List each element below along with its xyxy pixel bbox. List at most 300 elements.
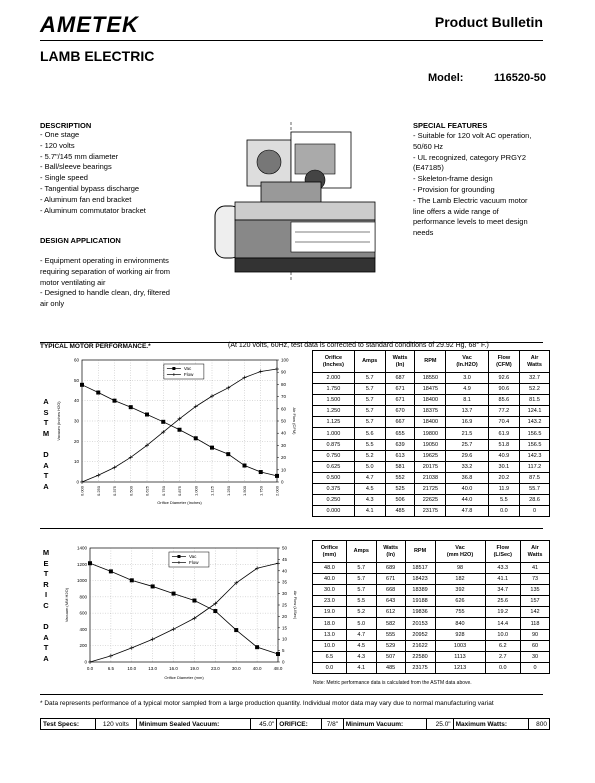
table-cell: 6.5 (313, 651, 347, 662)
table-cell: 14.4 (485, 618, 520, 629)
y2-tick-label: 80 (281, 381, 287, 387)
table-cell: 60 (521, 640, 550, 651)
legend-vac-label: Vac (188, 554, 197, 559)
table-cell: 529 (376, 640, 405, 651)
table-cell: 18423 (405, 574, 435, 585)
orifice-label: ORIFICE: (277, 719, 322, 730)
table-cell: 77.2 (488, 406, 519, 417)
x-tick-label: 0.625 (144, 486, 150, 497)
table-cell: 30 (521, 651, 550, 662)
table-row (313, 585, 550, 596)
description-item: - Aluminum fan end bracket (40, 194, 132, 204)
table-cell: 5.5 (354, 439, 385, 450)
table-cell: 2.000 (313, 373, 355, 384)
table-cell: 4.7 (354, 472, 385, 483)
y2-axis-label: Air Flow (CFM) (292, 407, 297, 435)
table-cell: 655 (385, 428, 415, 439)
table-cell: 157 (521, 596, 550, 607)
description-item: - 5.7"/145 mm diameter (40, 151, 119, 161)
table-header-row (313, 351, 550, 373)
description-item: - Aluminum commutator bracket (40, 205, 146, 215)
table-cell: 1.750 (313, 384, 355, 395)
table-cell: 44.0 (446, 495, 488, 506)
table-cell: 626 (435, 596, 485, 607)
table-cell: 20175 (415, 461, 446, 472)
vac-point (130, 578, 134, 582)
table-cell: 92.6 (488, 373, 519, 384)
table-cell: 142 (521, 607, 550, 618)
table-cell: 4.3 (354, 495, 385, 506)
y2-tick-label: 5 (282, 648, 285, 654)
vac-point (275, 474, 279, 478)
description-item: - Ball/sleeve bearings (40, 162, 112, 172)
table-cell: 22580 (405, 651, 435, 662)
table-cell: 18389 (405, 585, 435, 596)
y2-tick-label: 0 (281, 479, 284, 485)
table-cell: 670 (385, 406, 415, 417)
y2-tick-label: 35 (282, 579, 288, 585)
table-row (313, 563, 550, 574)
table-cell: 0.000 (313, 506, 355, 517)
table-cell: 0.0 (485, 662, 520, 673)
table-cell: 124.1 (520, 406, 550, 417)
y-tick-label: 600 (79, 610, 87, 616)
sealed-vacuum-value: 45.0" (250, 719, 277, 730)
table-cell: 98 (435, 563, 485, 574)
table-row (313, 461, 550, 472)
table-cell: 19.0 (313, 607, 347, 618)
x-tick-label: 0.500 (128, 486, 134, 497)
table-cell: 25.7 (446, 439, 488, 450)
y2-tick-label: 20 (282, 613, 288, 619)
section-rule (40, 528, 543, 529)
table-cell: 1.000 (313, 428, 355, 439)
table-cell: 21038 (415, 472, 446, 483)
table-cell: 32.7 (520, 373, 550, 384)
table-cell: 40.9 (488, 450, 519, 461)
y2-tick-label: 50 (282, 545, 288, 551)
table-cell: 61.9 (488, 428, 519, 439)
table-cell: 21622 (405, 640, 435, 651)
table-row (313, 596, 550, 607)
table-cell: 0.250 (313, 495, 355, 506)
y2-tick-label: 100 (281, 357, 289, 363)
vac-point (172, 592, 176, 596)
legend-vac-marker (177, 555, 180, 558)
model-label: Model: (428, 72, 464, 84)
table-cell: 28.6 (520, 495, 550, 506)
x-tick-label: 13.0 (148, 666, 158, 671)
y-tick-label: 40 (73, 398, 79, 404)
table-cell: 2.7 (485, 651, 520, 662)
table-cell: 18375 (415, 406, 446, 417)
table-cell: 52.2 (520, 384, 550, 395)
table-cell: 0.875 (313, 439, 355, 450)
table-cell: 1.500 (313, 395, 355, 406)
column-header: Air Watts (521, 541, 550, 563)
table-cell: 18400 (415, 395, 446, 406)
vac-point (276, 652, 280, 656)
y-tick-label: 1000 (76, 578, 87, 584)
table-cell: 667 (385, 417, 415, 428)
table-cell: 11.9 (488, 483, 519, 494)
x-tick-label: 48.0 (273, 666, 283, 671)
table-cell: 552 (385, 472, 415, 483)
table-cell: 16.9 (446, 417, 488, 428)
vac-point (192, 599, 196, 603)
description-heading: DESCRIPTION (40, 121, 92, 130)
y2-tick-label: 0 (282, 659, 285, 665)
table-cell: 40.0 (313, 574, 347, 585)
y-tick-label: 10 (73, 459, 79, 465)
x-tick-label: 0.000 (79, 486, 85, 497)
vac-point (178, 428, 182, 432)
table-cell: 506 (385, 495, 415, 506)
x-tick-label: 16.0 (169, 666, 178, 671)
column-header: Air Watts (520, 351, 550, 373)
table-row (313, 629, 550, 640)
table-cell: 0 (521, 662, 550, 673)
feature-line: (E47185) (413, 163, 444, 173)
table-cell: 0.0 (488, 506, 519, 517)
table-cell: 19836 (405, 607, 435, 618)
feature-line: needs (413, 228, 434, 238)
performance-heading: TYPICAL MOTOR PERFORMANCE.* (40, 343, 151, 350)
table-cell: 5.6 (354, 428, 385, 439)
x-tick-label: 23.0 (210, 666, 220, 671)
table-cell: 23175 (415, 506, 446, 517)
table-cell: 182 (435, 574, 485, 585)
table-cell: 612 (376, 607, 405, 618)
table-cell: 0.375 (313, 483, 355, 494)
table-cell: 8.1 (446, 395, 488, 406)
table-cell: 0.0 (313, 662, 347, 673)
metric-data-table (312, 540, 550, 674)
table-cell: 117.2 (520, 461, 550, 472)
test-specs-table (40, 718, 550, 730)
y2-tick-label: 40 (281, 430, 287, 436)
y2-tick-label: 25 (282, 602, 288, 608)
x-tick-label: 40.0 (252, 666, 262, 671)
column-header: Watts (In) (376, 541, 405, 563)
table-cell: 55.7 (520, 483, 550, 494)
table-header-row (313, 541, 550, 563)
legend-flow-label: Flow (183, 372, 194, 377)
x-tick-label: 1.500 (242, 486, 247, 497)
table-cell: 6.2 (485, 640, 520, 651)
table-row (313, 373, 550, 384)
table-cell: 118 (521, 618, 550, 629)
table-cell: 5.2 (354, 450, 385, 461)
vac-point (255, 645, 259, 649)
table-cell: 70.4 (488, 417, 519, 428)
bulletin-title: Product Bulletin (434, 14, 543, 30)
legend-vac-label: Vac (183, 366, 192, 371)
metric-note: Note: Metric performance data is calculated from the ASTM data above. (313, 680, 472, 686)
table-row (313, 428, 550, 439)
y-tick-label: 1400 (76, 545, 87, 551)
table-cell: 5.5 (488, 495, 519, 506)
table-cell: 29.6 (446, 450, 488, 461)
table-cell: 10.0 (485, 629, 520, 640)
description-item: - Single speed (40, 173, 88, 183)
astm-side-label: A S T M D A T A (42, 397, 50, 491)
table-cell: 21725 (415, 483, 446, 494)
column-header: Vac (In.H2O) (446, 351, 488, 373)
y-tick-label: 20 (73, 438, 79, 444)
table-cell: 19800 (415, 428, 446, 439)
table-cell: 5.7 (346, 563, 376, 574)
table-cell: 689 (376, 563, 405, 574)
y2-tick-label: 60 (281, 406, 287, 412)
vac-point (80, 383, 84, 387)
application-heading: DESIGN APPLICATION (40, 236, 121, 245)
table-cell: 643 (376, 596, 405, 607)
table-cell: 20952 (405, 629, 435, 640)
table-row (313, 662, 550, 673)
metric-side-label: M E T R I C D A T A (42, 548, 50, 663)
y2-tick-label: 45 (282, 556, 288, 562)
table-cell: 48.0 (313, 563, 347, 574)
table-cell: 20153 (405, 618, 435, 629)
table-cell: 5.7 (354, 417, 385, 428)
table-cell: 3.0 (446, 373, 488, 384)
features-heading: SPECIAL FEATURES (413, 121, 488, 130)
y2-tick-label: 10 (282, 636, 288, 642)
vac-point (234, 628, 238, 632)
vac-point (88, 561, 92, 565)
motor-cutaway-illustration (205, 122, 390, 282)
column-header: Amps (354, 351, 385, 373)
table-cell: 30.1 (488, 461, 519, 472)
table-cell: 525 (385, 483, 415, 494)
y-tick-label: 0 (84, 659, 87, 665)
application-line: air only (40, 299, 65, 309)
table-cell: 19625 (415, 450, 446, 461)
vac-point (226, 452, 230, 456)
y2-tick-label: 70 (281, 394, 287, 400)
table-cell: 51.8 (488, 439, 519, 450)
table-cell: 507 (376, 651, 405, 662)
column-header: Orifice (Inches) (313, 351, 355, 373)
table-cell: 5.7 (354, 395, 385, 406)
vac-point (145, 412, 149, 416)
table-cell: 142.3 (520, 450, 550, 461)
table-cell: 4.1 (346, 662, 376, 673)
y-axis-label: Vacuum (Inches H2O) (56, 401, 61, 441)
table-cell: 1113 (435, 651, 485, 662)
table-cell: 5.7 (354, 406, 385, 417)
y2-tick-label: 40 (282, 568, 288, 574)
table-cell: 143.2 (520, 417, 550, 428)
table-cell: 639 (385, 439, 415, 450)
ametek-logo: AMETEK (40, 12, 139, 37)
column-header: Orifice (mm) (313, 541, 347, 563)
table-cell: 18.0 (313, 618, 347, 629)
model-number: 116520-50 (494, 72, 546, 84)
y-tick-label: 800 (79, 594, 87, 600)
feature-line: - UL recognized, category PRGY2 (413, 152, 527, 162)
table-cell: 1.125 (313, 417, 355, 428)
description-item: - Tangential bypass discharge (40, 183, 140, 193)
table-row (313, 495, 550, 506)
x-axis-label: Orifice Diameter (Inches) (157, 500, 202, 505)
table-cell: 4.5 (346, 640, 376, 651)
table-cell: 687 (385, 373, 415, 384)
y-tick-label: 50 (73, 377, 79, 383)
y2-tick-label: 30 (282, 591, 288, 597)
table-row (313, 417, 550, 428)
column-header: Vac (mm H2O) (435, 541, 485, 563)
table-row (313, 384, 550, 395)
table-row (313, 483, 550, 494)
x-axis-label: Orifice Diameter (mm) (164, 675, 204, 680)
max-watts-value: 800 (528, 719, 549, 730)
table-row (313, 395, 550, 406)
table-cell: 18517 (405, 563, 435, 574)
table-cell: 4.3 (346, 651, 376, 662)
description-item: - One stage (40, 130, 80, 139)
table-cell: 0.500 (313, 472, 355, 483)
x-tick-label: 0.375 (112, 486, 117, 497)
x-tick-label: 1.250 (225, 486, 231, 497)
table-cell: 30.0 (313, 585, 347, 596)
table-row (313, 607, 550, 618)
y-tick-label: 200 (79, 643, 87, 649)
table-cell: 18475 (415, 384, 446, 395)
table-cell: 81.5 (520, 395, 550, 406)
x-tick-label: 0.875 (177, 486, 182, 497)
table-cell: 0.625 (313, 461, 355, 472)
header-rule (40, 40, 543, 41)
table-row (313, 506, 550, 517)
legend-flow-label: Flow (188, 560, 199, 565)
application-line: - Designed to handle clean, dry, filtered (40, 288, 170, 298)
table-cell: 5.0 (354, 461, 385, 472)
table-cell: 22625 (415, 495, 446, 506)
table-cell: 0.750 (313, 450, 355, 461)
y2-tick-label: 30 (281, 442, 287, 448)
table-cell: 5.2 (346, 607, 376, 618)
min-vacuum-value: 25.0" (427, 719, 454, 730)
feature-line: performance levels to meet design (413, 217, 528, 227)
feature-line: - Provision for grounding (413, 184, 495, 194)
footnote: * Data represents performance of a typical motor sampled from a large production quantity. Individual motor data may vary due to normal manufacturing variat (40, 700, 494, 707)
table-cell: 840 (435, 618, 485, 629)
table-cell: 36.8 (446, 472, 488, 483)
y2-tick-label: 10 (281, 467, 287, 473)
table-cell: 4.9 (446, 384, 488, 395)
table-cell: 156.5 (520, 439, 550, 450)
table-row (313, 574, 550, 585)
table-cell: 392 (435, 585, 485, 596)
table-row (313, 439, 550, 450)
table-cell: 21.5 (446, 428, 488, 439)
table-cell: 19050 (415, 439, 446, 450)
table-row (313, 450, 550, 461)
table-cell: 33.2 (446, 461, 488, 472)
table-row (313, 651, 550, 662)
table-cell: 4.1 (354, 506, 385, 517)
table-cell: 13.7 (446, 406, 488, 417)
min-vacuum-label: Minimum Vacuum: (343, 719, 426, 730)
table-row (313, 472, 550, 483)
column-header: Watts (In) (385, 351, 415, 373)
table-cell: 5.7 (346, 574, 376, 585)
table-cell: 20.2 (488, 472, 519, 483)
orifice-value: 7/8" (321, 719, 343, 730)
y-tick-label: 1200 (76, 561, 87, 567)
feature-line: 50/60 Hz (413, 141, 444, 151)
table-row (313, 640, 550, 651)
feature-line: - The Lamb Electric vacuum motor (413, 195, 528, 205)
table-cell: 13.0 (313, 629, 347, 640)
y2-tick-label: 20 (281, 455, 287, 461)
table-cell: 90 (521, 629, 550, 640)
x-tick-label: 0.0 (86, 666, 94, 671)
table-cell: 5.7 (346, 585, 376, 596)
application-line: requiring separation of working air from (40, 266, 171, 276)
table-cell: 41.1 (485, 574, 520, 585)
table-cell: 582 (376, 618, 405, 629)
table-cell: 34.7 (485, 585, 520, 596)
table-cell: 41 (521, 563, 550, 574)
table-cell: 671 (385, 384, 415, 395)
vac-point (161, 420, 165, 424)
metric-performance-chart (52, 540, 304, 686)
y-tick-label: 0 (76, 479, 79, 485)
table-cell: 581 (385, 461, 415, 472)
astm-performance-chart (52, 352, 304, 512)
vac-point (151, 584, 155, 588)
table-cell: 485 (385, 506, 415, 517)
table-cell: 47.8 (446, 506, 488, 517)
legend-vac-marker (172, 367, 175, 370)
x-tick-label: 19.0 (190, 666, 199, 671)
table-cell: 1213 (435, 662, 485, 673)
table-cell: 73 (521, 574, 550, 585)
table-cell: 19188 (405, 596, 435, 607)
table-cell: 668 (376, 585, 405, 596)
vac-point (213, 609, 217, 613)
application-line: motor ventilating air (40, 277, 106, 287)
table-cell: 613 (385, 450, 415, 461)
column-header: RPM (405, 541, 435, 563)
table-cell: 43.3 (485, 563, 520, 574)
x-tick-label: 0.750 (160, 486, 166, 497)
table-cell: 4.5 (354, 483, 385, 494)
table-cell: 485 (376, 662, 405, 673)
y-tick-label: 400 (79, 626, 87, 632)
x-tick-label: 1.000 (193, 486, 199, 497)
table-cell: 18400 (415, 417, 446, 428)
table-cell: 4.7 (346, 629, 376, 640)
feature-line: line offers a wide range of (413, 206, 499, 216)
table-row (313, 618, 550, 629)
table-cell: 5.0 (346, 618, 376, 629)
column-header: Flow (CFM) (488, 351, 519, 373)
vac-point (259, 470, 263, 474)
table-cell: 5.7 (354, 384, 385, 395)
table-cell: 23175 (405, 662, 435, 673)
table-cell: 85.6 (488, 395, 519, 406)
y2-tick-label: 15 (282, 625, 288, 631)
x-tick-label: 2.000 (274, 486, 280, 497)
description-list (40, 130, 146, 216)
vac-point (129, 405, 133, 409)
column-header: Flow (L/Sec) (485, 541, 520, 563)
table-cell: 18550 (415, 373, 446, 384)
